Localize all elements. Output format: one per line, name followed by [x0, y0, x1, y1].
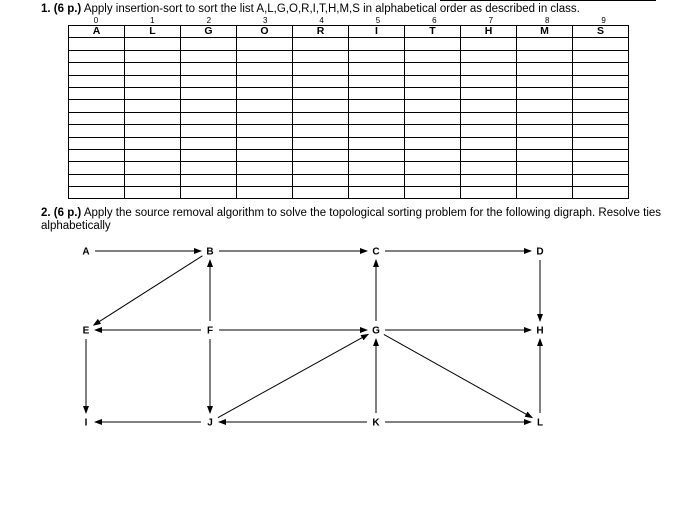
- index-label: 2: [206, 16, 212, 25]
- vertex-b: B: [206, 246, 214, 258]
- index-label: 8: [544, 16, 550, 25]
- vertex-c: C: [372, 246, 380, 258]
- question-2-number: 2. (6 p.): [41, 207, 82, 219]
- vertex-l: L: [536, 417, 544, 429]
- vertex-e: E: [82, 325, 90, 337]
- list-cell: O: [237, 26, 293, 38]
- vertex-i: I: [84, 417, 88, 429]
- list-cell: S: [573, 26, 629, 38]
- list-cell: L: [125, 26, 181, 38]
- list-cell: R: [293, 26, 349, 38]
- vertex-k: K: [372, 417, 380, 429]
- index-label: 7: [488, 16, 494, 25]
- edge-g-l: [384, 334, 532, 417]
- question-2-text: Apply the source removal algorithm to solve the topological sorting problem for the following digraph. Resolve ties alphabetically: [41, 207, 662, 232]
- vertex-g: G: [372, 325, 380, 337]
- list-cell: M: [517, 26, 573, 38]
- question-1-text: Apply insertion-sort to sort the list A,L,G,O,R,I,T,H,M,S in alphabetical order as described in class.: [83, 3, 580, 15]
- index-label: 4: [319, 16, 324, 25]
- question-1-number: 1. (6 p.): [41, 3, 82, 15]
- list-cell: G: [181, 26, 237, 38]
- index-label: 5: [375, 16, 381, 25]
- edge-b-e: [94, 256, 203, 325]
- list-cell: T: [405, 26, 461, 38]
- vertex-a: A: [82, 246, 90, 258]
- index-label: 0: [93, 16, 99, 25]
- vertex-d: D: [536, 246, 544, 258]
- vertex-h: H: [536, 325, 544, 337]
- index-label: 9: [601, 16, 606, 25]
- index-label: 6: [432, 16, 437, 25]
- index-label: 3: [262, 16, 268, 25]
- vertex-j: J: [207, 417, 213, 429]
- list-cell: A: [69, 26, 125, 38]
- list-cell: I: [349, 26, 405, 38]
- index-label: 1: [150, 16, 155, 25]
- list-cell: H: [461, 26, 517, 38]
- edge-j-g: [218, 334, 368, 417]
- vertex-f: F: [206, 325, 214, 337]
